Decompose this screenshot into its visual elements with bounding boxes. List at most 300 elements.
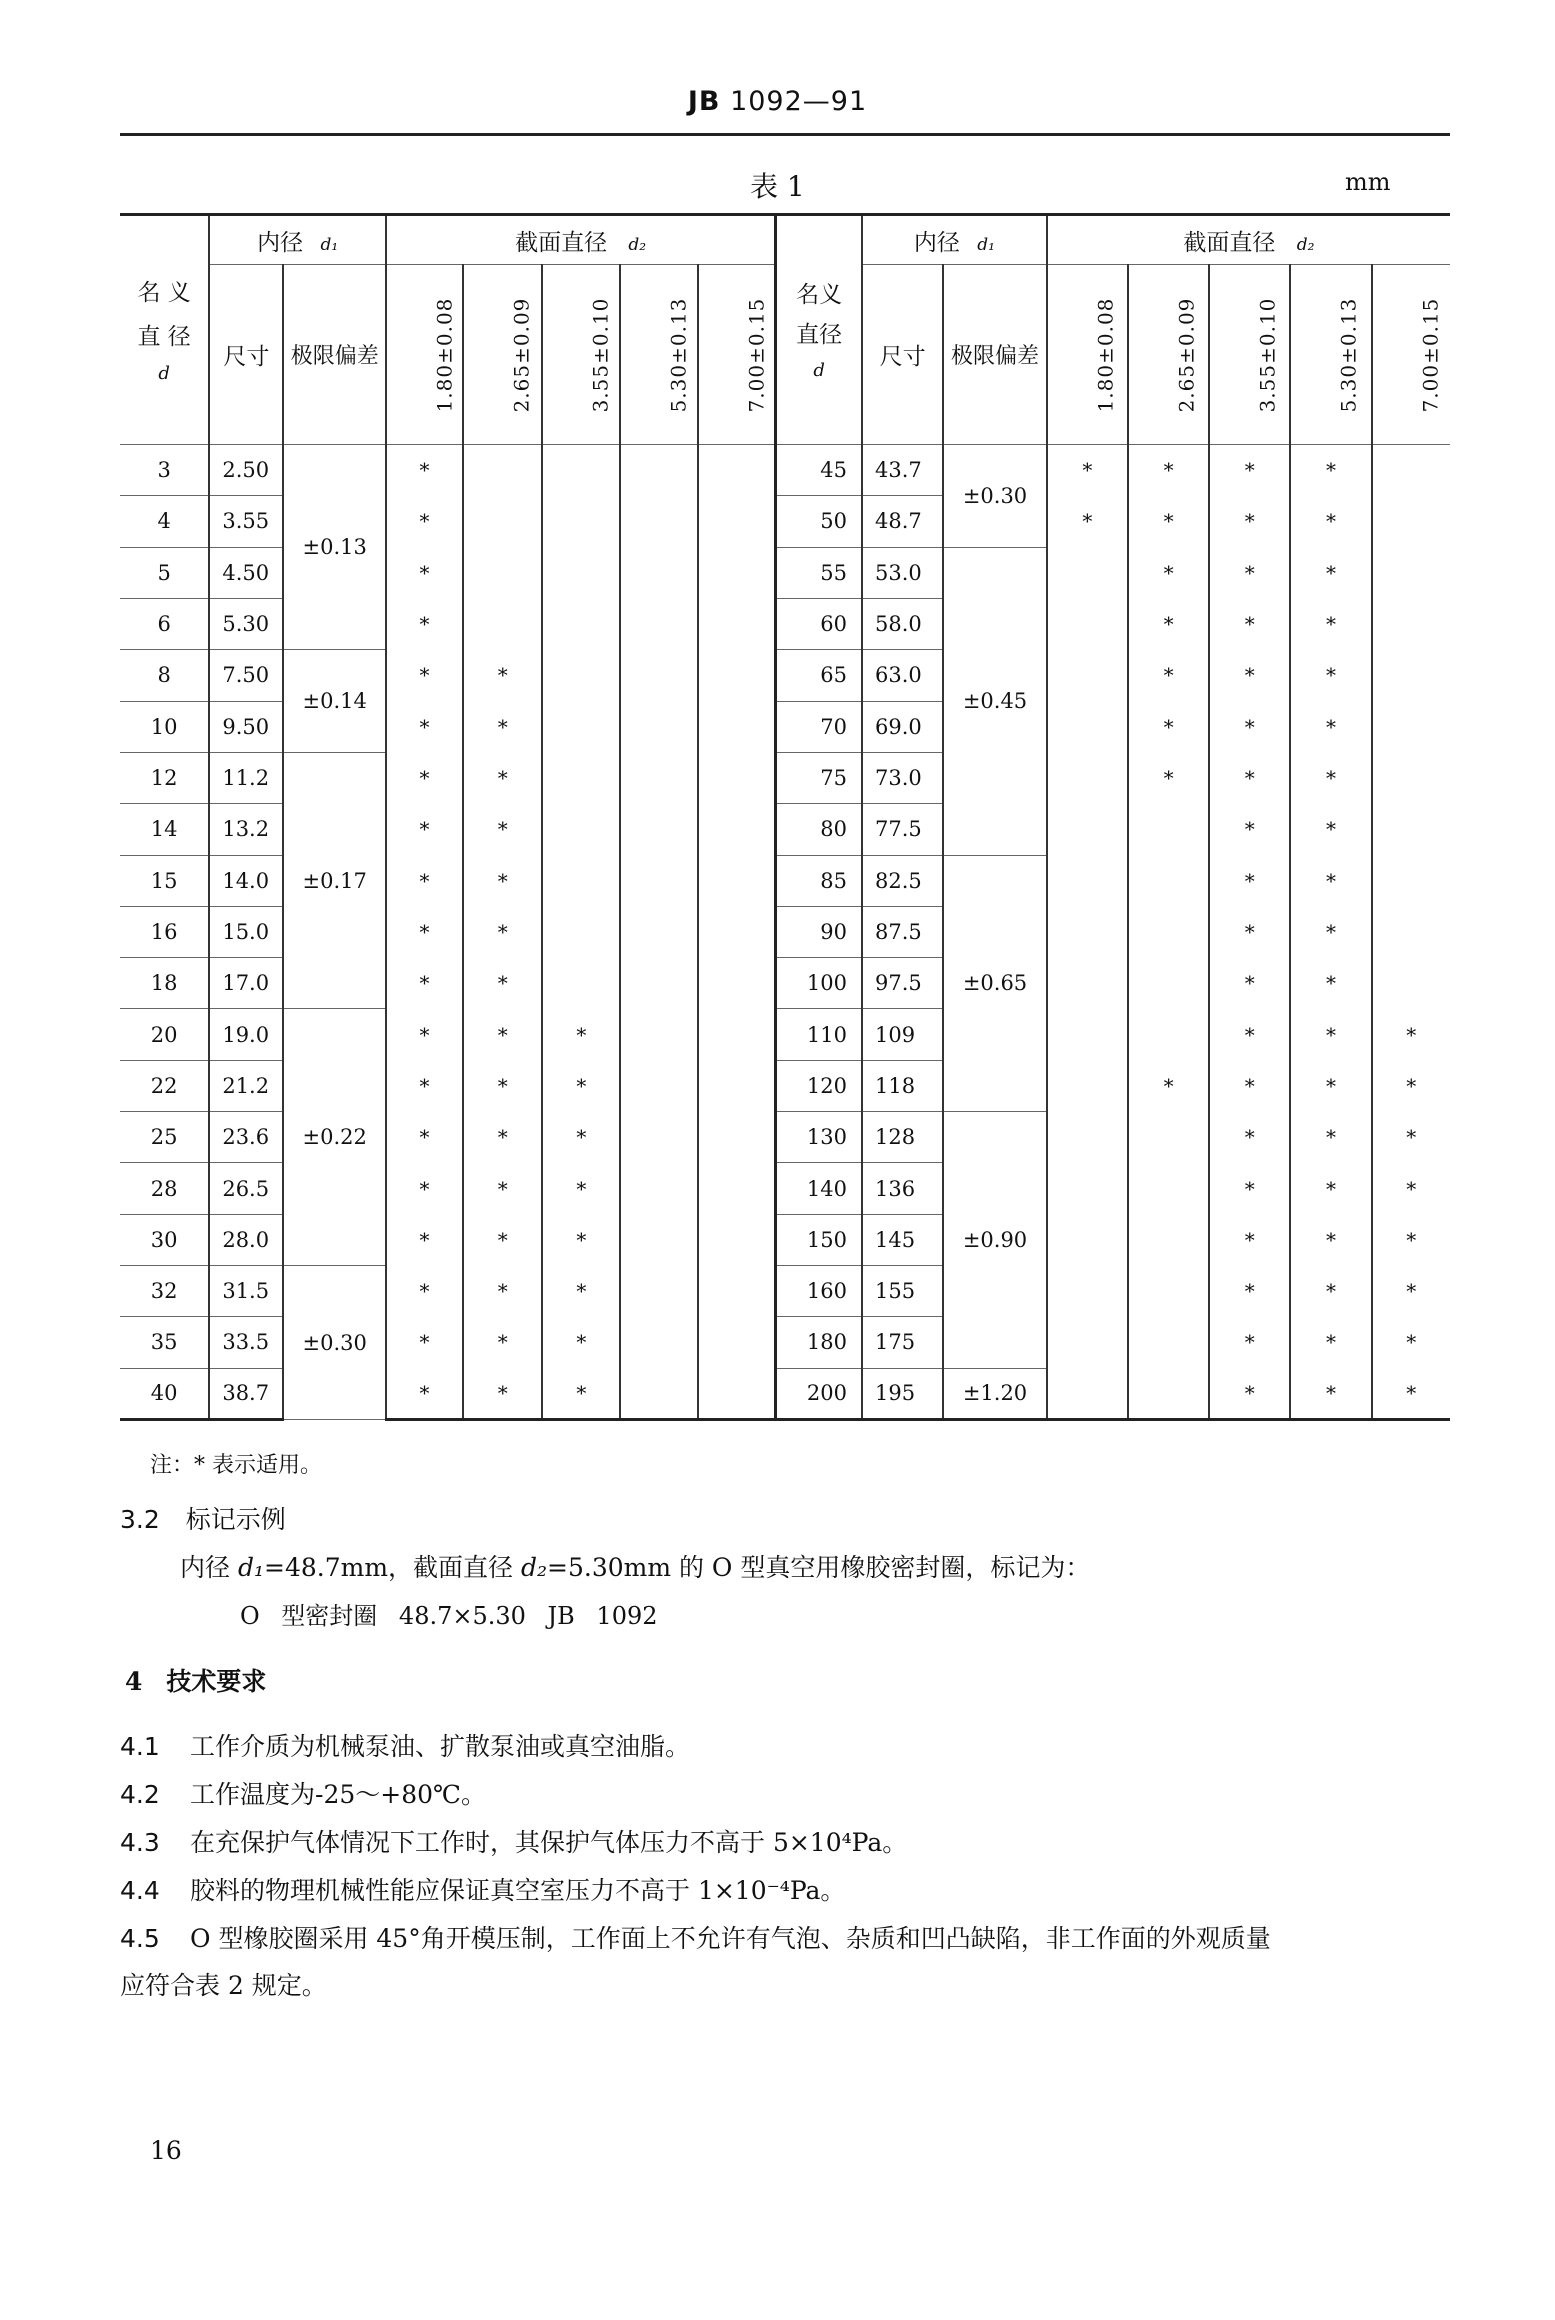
applicable-mark (542, 547, 620, 598)
nominal-diameter-cell: 70 (776, 701, 862, 752)
page-header (0, 86, 1555, 117)
table-note: 注：* 表示适用。 (150, 1453, 322, 1478)
cross-symbol: d₂ (628, 234, 647, 255)
inner-size-cell: 13.2 (209, 804, 283, 855)
inner-size-cell: 82.5 (862, 855, 943, 906)
applicable-mark: * (463, 1009, 542, 1060)
applicable-mark: * (1290, 1368, 1371, 1419)
applicable-mark (1372, 445, 1450, 496)
applicable-mark: * (1290, 1214, 1371, 1265)
inner-size-cell: 145 (862, 1214, 943, 1265)
applicable-mark (1128, 906, 1209, 957)
section-header (542, 265, 620, 445)
cross-symbol: d₂ (1296, 234, 1315, 255)
applicable-mark (620, 1009, 697, 1060)
applicable-mark (1128, 1317, 1209, 1368)
applicable-mark (620, 1368, 697, 1419)
nominal-diameter-cell: 14 (120, 804, 209, 855)
applicable-mark (1047, 1368, 1128, 1419)
inner-size-cell: 73.0 (862, 752, 943, 803)
applicable-mark: * (542, 1009, 620, 1060)
applicable-mark (698, 1266, 776, 1317)
inner-size-cell: 4.50 (209, 547, 283, 598)
applicable-mark: * (1372, 1266, 1450, 1317)
applicable-mark (1128, 1368, 1209, 1419)
applicable-mark (698, 906, 776, 957)
applicable-mark (1047, 547, 1128, 598)
applicable-mark (620, 547, 697, 598)
applicable-mark (620, 752, 697, 803)
applicable-mark: * (1047, 445, 1128, 496)
inner-size-cell: 69.0 (862, 701, 943, 752)
standard-code: JB (687, 86, 721, 117)
nominal-diameter-cell: 8 (120, 650, 209, 701)
requirement-number: 4.3 (120, 1828, 160, 1857)
requirement-text: 胶料的物理机械性能应保证真空室压力不高于 1×10⁻⁴Pa。 (190, 1876, 846, 1905)
size-header: 尺寸 (209, 265, 283, 445)
section-4-heading (125, 1662, 266, 1698)
inner-size-cell: 128 (862, 1112, 943, 1163)
inner-size-cell: 48.7 (862, 496, 943, 547)
applicable-mark: * (1209, 958, 1290, 1009)
inner-size-cell: 109 (862, 1009, 943, 1060)
cross-section-label: 截面直径 (515, 229, 608, 256)
applicable-mark: * (1290, 1266, 1371, 1317)
table-row (120, 1009, 1450, 1060)
applicable-mark: * (463, 1266, 542, 1317)
inner-symbol: d₁ (320, 234, 339, 255)
inner-diameter-header-right (862, 215, 1047, 265)
applicable-mark (1047, 701, 1128, 752)
section-header (386, 265, 463, 445)
applicable-mark (1047, 650, 1128, 701)
section-label: 5.30±0.13 (1336, 297, 1361, 412)
example-d1: d₁ (237, 1553, 264, 1582)
applicable-mark (1047, 1009, 1128, 1060)
inner-size-cell: 87.5 (862, 906, 943, 957)
requirement-item (120, 1919, 1271, 1955)
applicable-mark (698, 958, 776, 1009)
table-row (120, 1266, 1450, 1317)
applicable-mark: * (463, 1112, 542, 1163)
nominal-diameter-cell: 120 (776, 1060, 862, 1111)
nominal-diameter-cell: 45 (776, 445, 862, 496)
nominal-diameter-cell: 180 (776, 1317, 862, 1368)
applicable-mark (542, 906, 620, 957)
applicable-mark: * (386, 804, 463, 855)
applicable-mark (1047, 1112, 1128, 1163)
applicable-mark: * (1372, 1163, 1450, 1214)
applicable-mark: * (1209, 1368, 1290, 1419)
inner-size-cell: 2.50 (209, 445, 283, 496)
inner-size-cell: 17.0 (209, 958, 283, 1009)
inner-size-cell: 58.0 (862, 598, 943, 649)
applicable-mark (542, 804, 620, 855)
section-number: 4 (125, 1667, 143, 1696)
applicable-mark (1047, 598, 1128, 649)
nominal-diameter-cell: 35 (120, 1317, 209, 1368)
nominal-diameter-cell: 150 (776, 1214, 862, 1265)
section-label: 1.80±0.08 (1093, 297, 1118, 412)
applicable-mark: * (1290, 598, 1371, 649)
applicable-mark: * (386, 701, 463, 752)
applicable-mark (1372, 958, 1450, 1009)
marking-designation: O 型密封圈 48.7×5.30 JB 1092 (240, 1602, 658, 1630)
applicable-mark (620, 496, 697, 547)
applicable-mark: * (1290, 1112, 1371, 1163)
applicable-mark (1372, 752, 1450, 803)
page-number: 16 (150, 2136, 182, 2165)
header-rule (120, 133, 1450, 136)
applicable-mark (698, 496, 776, 547)
nominal-diameter-cell: 30 (120, 1214, 209, 1265)
applicable-mark: * (1290, 752, 1371, 803)
requirement-text: 工作温度为-25～+80℃。 (190, 1780, 486, 1809)
applicable-mark (1047, 1317, 1128, 1368)
applicable-mark (1128, 1163, 1209, 1214)
tolerance-cell: ±0.90 (943, 1112, 1047, 1369)
nominal-diameter-cell: 22 (120, 1060, 209, 1111)
applicable-mark (698, 1060, 776, 1111)
inner-size-cell: 5.30 (209, 598, 283, 649)
tolerance-header: 极限偏差 (283, 265, 386, 445)
applicable-mark: * (1209, 1214, 1290, 1265)
applicable-mark: * (463, 906, 542, 957)
applicable-mark: * (1209, 1163, 1290, 1214)
applicable-mark (542, 701, 620, 752)
requirement-item (120, 1775, 486, 1811)
applicable-mark (698, 650, 776, 701)
section-3-2-heading (120, 1500, 286, 1536)
nominal-diameter-cell: 28 (120, 1163, 209, 1214)
applicable-mark: * (1128, 752, 1209, 803)
nominal-header-left (120, 215, 209, 445)
applicable-mark (620, 701, 697, 752)
applicable-mark (542, 445, 620, 496)
applicable-mark: * (1209, 906, 1290, 957)
inner-size-cell: 53.0 (862, 547, 943, 598)
table-row (120, 445, 1450, 496)
inner-size-cell: 118 (862, 1060, 943, 1111)
nominal-diameter-cell: 55 (776, 547, 862, 598)
applicable-mark: * (386, 496, 463, 547)
nominal-label-left: 名 义 直 径 (137, 280, 191, 350)
applicable-mark: * (1209, 598, 1290, 649)
applicable-mark (698, 1317, 776, 1368)
section-header (620, 265, 697, 445)
standard-number: 1092—91 (730, 86, 868, 117)
applicable-mark: * (1209, 1112, 1290, 1163)
applicable-mark (1128, 1266, 1209, 1317)
applicable-mark: * (1128, 547, 1209, 598)
applicable-mark: * (1290, 958, 1371, 1009)
applicable-mark (463, 598, 542, 649)
applicable-mark: * (463, 1163, 542, 1214)
applicable-mark (542, 650, 620, 701)
applicable-mark: * (1128, 701, 1209, 752)
applicable-mark (620, 1266, 697, 1317)
applicable-mark: * (1290, 547, 1371, 598)
section-label: 7.00±0.15 (1418, 297, 1443, 412)
applicable-mark: * (463, 650, 542, 701)
applicable-mark: * (1372, 1317, 1450, 1368)
nominal-diameter-cell: 90 (776, 906, 862, 957)
table-caption: 表 1 (750, 170, 805, 203)
applicable-mark (698, 701, 776, 752)
inner-size-cell: 15.0 (209, 906, 283, 957)
applicable-mark (1372, 804, 1450, 855)
applicable-mark (542, 855, 620, 906)
applicable-mark (1372, 701, 1450, 752)
applicable-mark: * (386, 1009, 463, 1060)
applicable-mark (1047, 804, 1128, 855)
inner-diameter-label: 内径 (913, 229, 960, 256)
inner-size-cell: 155 (862, 1266, 943, 1317)
applicable-mark: * (1209, 701, 1290, 752)
nominal-diameter-cell: 16 (120, 906, 209, 957)
applicable-mark (1047, 1266, 1128, 1317)
example-text-a: 内径 (180, 1553, 231, 1582)
tolerance-cell: ±0.13 (283, 445, 386, 650)
applicable-mark (1047, 906, 1128, 957)
tolerance-cell: ±0.30 (283, 1266, 386, 1420)
applicable-mark: * (542, 1214, 620, 1265)
applicable-mark: * (1209, 547, 1290, 598)
nominal-diameter-cell: 25 (120, 1112, 209, 1163)
applicable-mark: * (463, 1214, 542, 1265)
applicable-mark (698, 1009, 776, 1060)
applicable-mark: * (1290, 701, 1371, 752)
applicable-mark (620, 1163, 697, 1214)
applicable-mark: * (386, 1266, 463, 1317)
applicable-mark: * (386, 547, 463, 598)
section-number: 3.2 (120, 1505, 160, 1534)
inner-size-cell: 136 (862, 1163, 943, 1214)
applicable-mark: * (1209, 1317, 1290, 1368)
section-label: 7.00±0.15 (743, 297, 768, 412)
section-label: 1.80±0.08 (432, 297, 457, 412)
inner-size-cell: 77.5 (862, 804, 943, 855)
applicable-mark: * (1372, 1009, 1450, 1060)
applicable-mark (620, 1112, 697, 1163)
cross-section-header-left (386, 215, 776, 265)
applicable-mark: * (463, 1368, 542, 1419)
applicable-mark (1128, 1009, 1209, 1060)
inner-size-cell: 43.7 (862, 445, 943, 496)
applicable-mark (1128, 855, 1209, 906)
nominal-diameter-cell: 200 (776, 1368, 862, 1419)
applicable-mark (620, 804, 697, 855)
applicable-mark: * (1209, 804, 1290, 855)
nominal-header-right (776, 215, 862, 445)
applicable-mark (1372, 650, 1450, 701)
applicable-mark: * (1372, 1060, 1450, 1111)
inner-size-cell: 21.2 (209, 1060, 283, 1111)
requirement-number: 4.5 (120, 1924, 160, 1953)
section-header (1372, 265, 1450, 445)
applicable-mark: * (1128, 496, 1209, 547)
applicable-mark: * (1128, 650, 1209, 701)
nominal-diameter-cell: 160 (776, 1266, 862, 1317)
applicable-mark: * (542, 1368, 620, 1419)
applicable-mark (542, 496, 620, 547)
applicable-mark (1372, 906, 1450, 957)
applicable-mark (1372, 855, 1450, 906)
requirement-number: 4.1 (120, 1732, 160, 1761)
inner-size-cell: 7.50 (209, 650, 283, 701)
nominal-symbol-right: d (813, 359, 825, 381)
inner-size-cell: 97.5 (862, 958, 943, 1009)
section-label: 3.55±0.10 (588, 297, 613, 412)
nominal-diameter-cell: 80 (776, 804, 862, 855)
inner-size-cell: 11.2 (209, 752, 283, 803)
applicable-mark (542, 752, 620, 803)
nominal-diameter-cell: 130 (776, 1112, 862, 1163)
inner-diameter-header-left (209, 215, 386, 265)
requirement-text: 工作介质为机械泵油、扩散泵油或真空油脂。 (190, 1732, 691, 1761)
applicable-mark (1047, 1214, 1128, 1265)
applicable-mark: * (386, 1060, 463, 1111)
applicable-mark: * (542, 1112, 620, 1163)
applicable-mark: * (1372, 1368, 1450, 1419)
nominal-diameter-cell: 6 (120, 598, 209, 649)
applicable-mark: * (1209, 650, 1290, 701)
applicable-mark (698, 855, 776, 906)
applicable-mark (620, 1317, 697, 1368)
applicable-mark: * (386, 445, 463, 496)
nominal-diameter-cell: 3 (120, 445, 209, 496)
applicable-mark: * (386, 1112, 463, 1163)
nominal-diameter-cell: 85 (776, 855, 862, 906)
inner-size-cell: 23.6 (209, 1112, 283, 1163)
applicable-mark: * (1290, 804, 1371, 855)
applicable-mark: * (542, 1266, 620, 1317)
inner-size-cell: 31.5 (209, 1266, 283, 1317)
table-row (120, 650, 1450, 701)
applicable-mark (1047, 855, 1128, 906)
section-label: 5.30±0.13 (666, 297, 691, 412)
inner-size-cell: 3.55 (209, 496, 283, 547)
cross-section-label: 截面直径 (1183, 229, 1276, 256)
applicable-mark (1372, 496, 1450, 547)
cross-section-header-right (1047, 215, 1450, 265)
applicable-mark: * (1372, 1214, 1450, 1265)
requirement-item (120, 1727, 690, 1763)
tolerance-cell: ±1.20 (943, 1368, 1047, 1419)
applicable-mark: * (542, 1163, 620, 1214)
applicable-mark: * (463, 855, 542, 906)
section-header (1128, 265, 1209, 445)
applicable-mark (1047, 1060, 1128, 1111)
applicable-mark (1372, 547, 1450, 598)
applicable-mark: * (1290, 650, 1371, 701)
applicable-mark: * (1290, 1009, 1371, 1060)
nominal-diameter-cell: 5 (120, 547, 209, 598)
applicable-mark: * (1209, 445, 1290, 496)
inner-size-cell: 19.0 (209, 1009, 283, 1060)
nominal-diameter-cell: 75 (776, 752, 862, 803)
applicable-mark: * (386, 906, 463, 957)
tolerance-cell: ±0.14 (283, 650, 386, 753)
inner-size-cell: 33.5 (209, 1317, 283, 1368)
oring-size-table (120, 213, 1450, 1421)
applicable-mark (698, 804, 776, 855)
applicable-mark (1047, 1163, 1128, 1214)
nominal-diameter-cell: 20 (120, 1009, 209, 1060)
applicable-mark (698, 598, 776, 649)
nominal-diameter-cell: 15 (120, 855, 209, 906)
applicable-mark (698, 1214, 776, 1265)
nominal-diameter-cell: 100 (776, 958, 862, 1009)
applicable-mark (542, 958, 620, 1009)
applicable-mark: * (1128, 1060, 1209, 1111)
applicable-mark (620, 855, 697, 906)
inner-size-cell: 175 (862, 1317, 943, 1368)
requirement-text: O 型橡胶圈采用 45°角开模压制，工作面上不允许有气泡、杂质和凹凸缺陷，非工作面的外观质量 (190, 1924, 1271, 1953)
applicable-mark (698, 547, 776, 598)
marking-example-text (180, 1548, 1090, 1584)
section-label: 2.65±0.09 (509, 297, 534, 412)
applicable-mark: * (1209, 1009, 1290, 1060)
applicable-mark: * (386, 1368, 463, 1419)
inner-size-cell: 28.0 (209, 1214, 283, 1265)
applicable-mark (698, 752, 776, 803)
nominal-diameter-cell: 40 (120, 1368, 209, 1419)
applicable-mark: * (386, 958, 463, 1009)
nominal-label-right: 名义直径 (796, 281, 843, 348)
applicable-mark: * (386, 752, 463, 803)
applicable-mark: * (1209, 855, 1290, 906)
applicable-mark (698, 1112, 776, 1163)
section-title: 技术要求 (166, 1667, 267, 1696)
applicable-mark: * (386, 598, 463, 649)
section-header (698, 265, 776, 445)
tolerance-cell: ±0.45 (943, 547, 1047, 855)
applicable-mark: * (1290, 445, 1371, 496)
applicable-mark (1128, 1112, 1209, 1163)
example-d2: d₂ (520, 1553, 548, 1582)
applicable-mark (1128, 804, 1209, 855)
section-title: 标记示例 (185, 1505, 286, 1534)
applicable-mark (698, 1368, 776, 1419)
nominal-diameter-cell: 4 (120, 496, 209, 547)
applicable-mark: * (386, 1214, 463, 1265)
applicable-mark (1047, 958, 1128, 1009)
applicable-mark: * (1372, 1112, 1450, 1163)
nominal-diameter-cell: 110 (776, 1009, 862, 1060)
nominal-diameter-cell: 140 (776, 1163, 862, 1214)
nominal-diameter-cell: 50 (776, 496, 862, 547)
tolerance-header: 极限偏差 (943, 265, 1047, 445)
tolerance-cell: ±0.30 (943, 445, 1047, 548)
inner-size-cell: 14.0 (209, 855, 283, 906)
applicable-mark: * (1290, 855, 1371, 906)
applicable-mark (620, 1060, 697, 1111)
applicable-mark (1047, 752, 1128, 803)
example-text-b: =48.7mm，截面直径 (264, 1553, 514, 1582)
applicable-mark (463, 496, 542, 547)
inner-diameter-label: 内径 (257, 229, 304, 256)
applicable-mark (698, 1163, 776, 1214)
applicable-mark: * (1209, 1266, 1290, 1317)
applicable-mark: * (386, 650, 463, 701)
applicable-mark: * (463, 701, 542, 752)
applicable-mark: * (1209, 752, 1290, 803)
example-text-c: =5.30mm 的 O 型真空用橡胶密封圈，标记为： (547, 1553, 1091, 1582)
applicable-mark: * (1290, 906, 1371, 957)
table-row (120, 752, 1450, 803)
inner-size-cell: 26.5 (209, 1163, 283, 1214)
